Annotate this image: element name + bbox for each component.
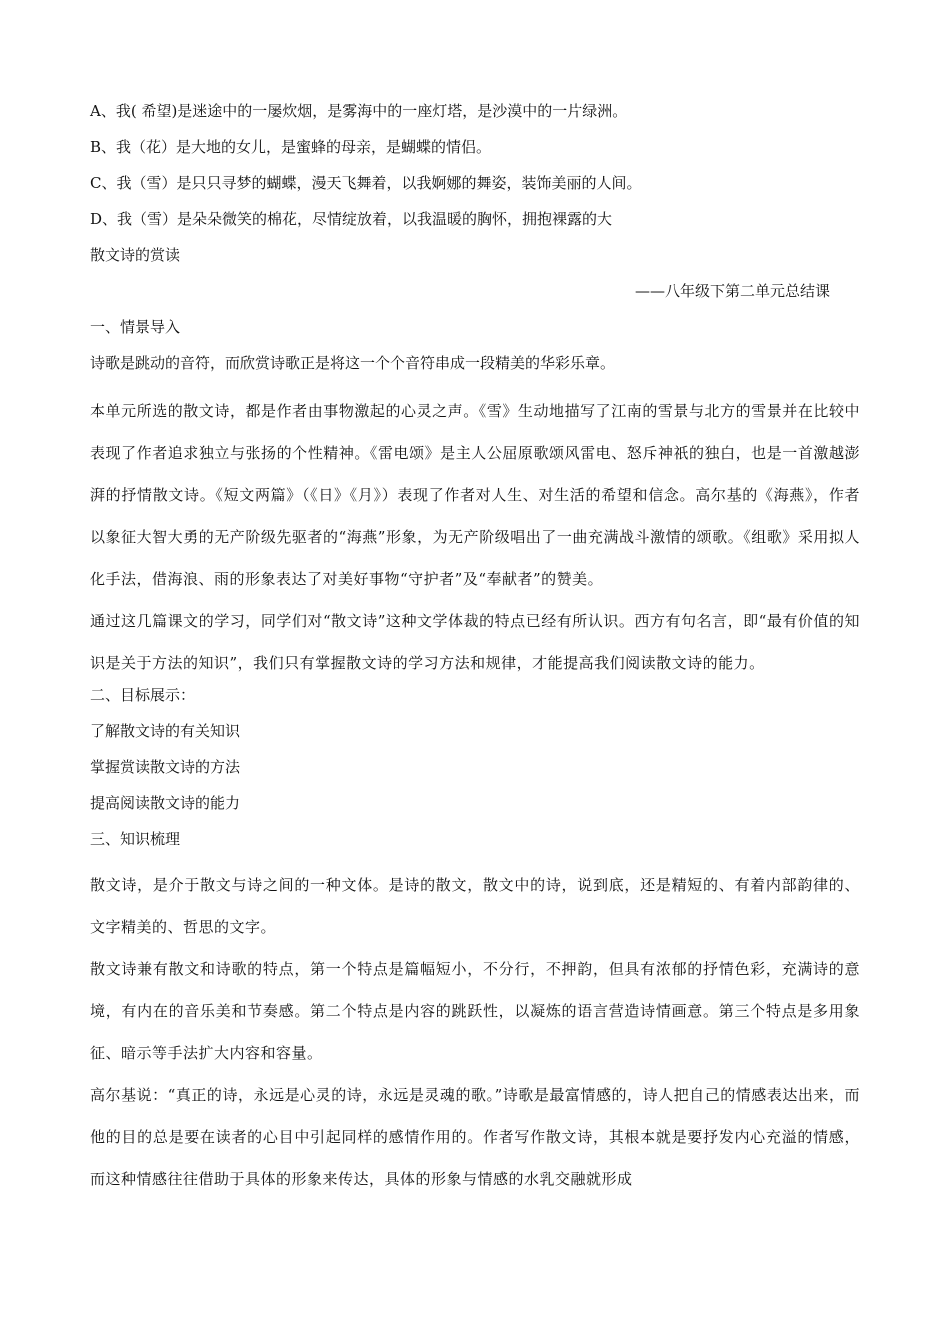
option-c: C、我（雪）是只只寻梦的蝴蝶，漫天飞舞着，以我婀娜的舞姿，装饰美丽的人间。: [90, 174, 642, 192]
goal-item: 掌握赏读散文诗的方法: [90, 758, 241, 776]
option-b: B、我（花）是大地的女儿，是蜜蜂的母亲，是蝴蝶的情侣。: [90, 138, 492, 156]
section-heading-intro: 一、情景导入: [90, 318, 181, 336]
intro-paragraph-2: 通过这几篇课文的学习，同学们对“散文诗”这种文学体裁的特点已经有所认识。西方有句名言，即“最有价值的知识是关于方法的知识”，我们只有掌握散文诗的学习方法和规律，才能提高我们阅读散文诗的能力。: [90, 612, 860, 672]
document-subtitle: ——八年级下第二单元总结课: [634, 282, 830, 300]
goal-item: 了解散文诗的有关知识: [90, 722, 241, 740]
goal-item: 提高阅读散文诗的能力: [90, 794, 241, 812]
section-heading-goals: 二、目标展示：: [90, 686, 196, 704]
document-title: 散文诗的赏读: [90, 246, 181, 264]
intro-paragraph-1: 本单元所选的散文诗，都是作者由事物激起的心灵之声。《雪》生动地描写了江南的雪景与北方的雪景并在比较中表现了作者追求独立与张扬的个性精神。《雷电颂》是主人公屈原歌颂风雷电、怒斥神祇的独白，也是一首激越澎湃的抒情散文诗。《短文两篇》（《日》《月》）表现了作者对人生、对生活的希望和信念。高尔基的《海燕》，作者以象征大智大勇的无产阶级先驱者的“海燕”形象，为无产阶级唱出了一曲充满战斗激情的颂歌。《组歌》采用拟人化手法，借海浪、雨的形象表达了对美好事物“守护者”及“奉献者”的赞美。: [90, 402, 860, 588]
knowledge-paragraph-3: 高尔基说：“真正的诗，永远是心灵的诗，永远是灵魂的歌。”诗歌是最富情感的，诗人把自己的情感表达出来，而他的目的总是要在读者的心目中引起同样的感情作用的。作者写作散文诗，其根本就是要抒发内心充溢的情感，而这种情感往往借助于具体的形象来传达，具体的形象与情感的水乳交融就形成: [90, 1086, 860, 1188]
option-a: A、我( 希望)是迷途中的一屡炊烟，是雾海中的一座灯塔，是沙漠中的一片绿洲。: [90, 102, 628, 120]
intro-sentence: 诗歌是跳动的音符，而欣赏诗歌正是将这一个个音符串成一段精美的华彩乐章。: [90, 354, 616, 372]
document-page: [90, 100, 860, 1200]
knowledge-paragraph-2: 散文诗兼有散文和诗歌的特点，第一个特点是篇幅短小，不分行，不押韵，但具有浓郁的抒情色彩，充满诗的意境，有内在的音乐美和节奏感。第二个特点是内容的跳跃性，以凝炼的语言营造诗情画意。第三个特点是多用象征、暗示等手法扩大内容和容量。: [90, 960, 860, 1062]
section-heading-knowledge: 三、知识梳理: [90, 830, 181, 848]
option-d: D、我（雪）是朵朵微笑的棉花，尽情绽放着，以我温暖的胸怀，拥抱裸露的大: [90, 210, 613, 228]
knowledge-paragraph-1: 散文诗，是介于散文与诗之间的一种文体。是诗的散文，散文中的诗，说到底，还是精短的、有着内部韵律的、文字精美的、哲思的文字。: [90, 876, 860, 936]
